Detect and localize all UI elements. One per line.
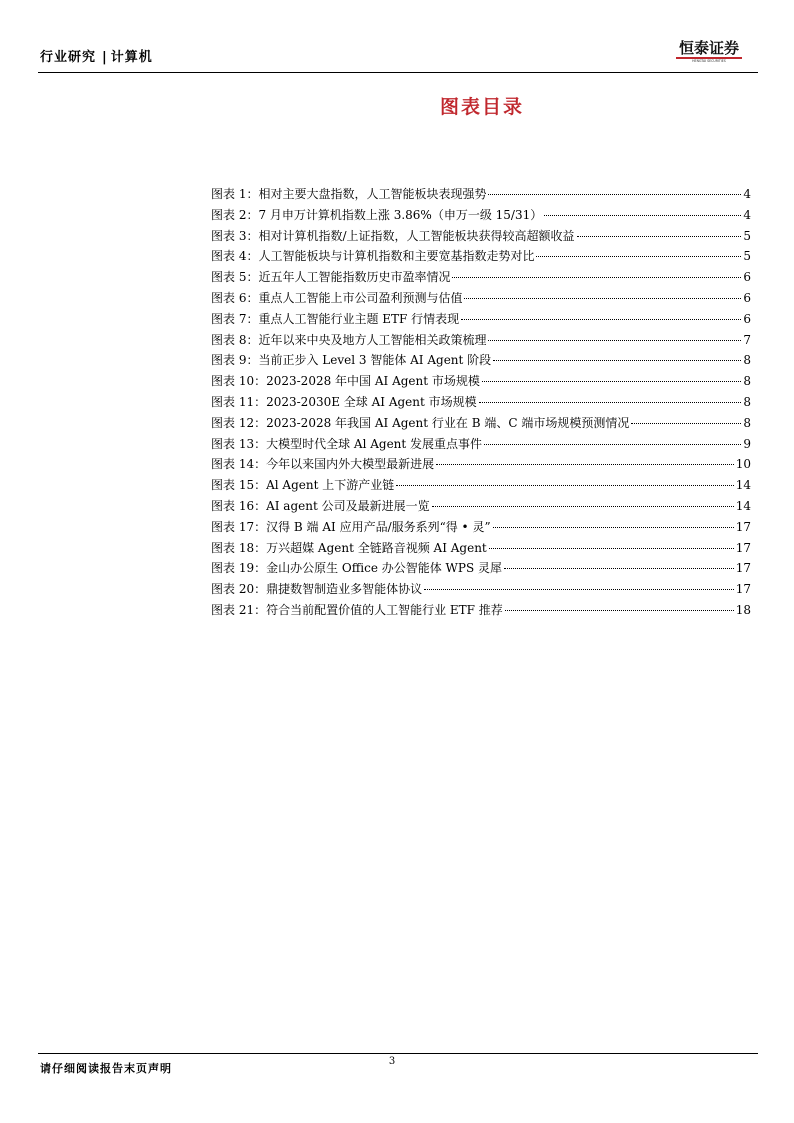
toc-entry-label: 图表 20：鼎捷数智制造业多智能体协议 (211, 582, 423, 597)
toc-entry-page: 5 (743, 228, 751, 243)
toc-entry-page: 6 (743, 290, 751, 305)
toc-entry[interactable] (211, 558, 751, 579)
toc-leader-dots (577, 236, 742, 237)
toc-leader-dots (396, 485, 734, 486)
logo-subtitle: HENGTAI SECURITIES (692, 59, 726, 63)
toc-entry[interactable] (211, 246, 751, 267)
toc-leader-dots (489, 548, 734, 549)
toc-entry-page: 4 (743, 187, 751, 201)
toc-entry[interactable] (211, 288, 751, 309)
toc-entry-label: 图表 6：重点人工智能上市公司盈利预测与估值 (211, 290, 463, 305)
toc-leader-dots (436, 464, 734, 465)
toc-entry-label: 图表 5：近五年人工智能指数历史市盈率情况 (211, 270, 451, 285)
toc-leader-dots (631, 423, 741, 424)
report-header (40, 46, 153, 65)
toc-leader-dots (484, 444, 741, 445)
toc-leader-dots (479, 402, 742, 403)
toc-entry-page: 8 (743, 394, 751, 409)
toc-leader-dots (482, 381, 741, 382)
toc-entry-label: 图表 15：Al Agent 上下游产业链 (211, 478, 395, 493)
toc-entry-page: 9 (743, 436, 751, 451)
toc-entry-page: 17 (735, 540, 751, 555)
toc-entry-label: 图表 11：2023-2030E 全球 AI Agent 市场规模 (211, 394, 477, 409)
toc-entry-page: 8 (743, 415, 751, 430)
toc-leader-dots (536, 256, 741, 257)
footer-divider (38, 1053, 758, 1054)
toc-entry[interactable] (211, 517, 751, 538)
toc-entry-page: 5 (743, 249, 751, 264)
toc-entry[interactable] (211, 413, 751, 434)
toc-list (211, 184, 751, 621)
toc-leader-dots (424, 589, 734, 590)
toc-leader-dots (544, 215, 741, 216)
toc-leader-dots (464, 298, 741, 299)
toc-entry-page: 4 (743, 207, 751, 222)
toc-entry[interactable] (211, 538, 751, 559)
toc-entry-page: 17 (735, 519, 751, 534)
page-number: 3 (388, 1056, 396, 1067)
footer-disclaimer: 请仔细阅读报告末页声明 (40, 1062, 172, 1075)
toc-entry-label: 图表 16：AI agent 公司及最新进展一览 (211, 498, 430, 513)
toc-entry-label: 图表 1：相对主要大盘指数，人工智能板块表现强势 (211, 187, 487, 201)
toc-entry-page: 8 (743, 374, 751, 389)
toc-entry[interactable] (211, 226, 751, 247)
header-divider (38, 72, 758, 73)
toc-entry-label: 图表 17：汉得 B 端 AI 应用产品/服务系列“得 • 灵” (211, 519, 491, 534)
toc-leader-dots (505, 610, 734, 611)
toc-leader-dots (452, 277, 741, 278)
toc-entry-page: 6 (743, 270, 751, 285)
header-section: 行业研究 (40, 50, 97, 65)
toc-leader-dots (432, 506, 734, 507)
logo-name: 恒泰证券 (678, 39, 739, 57)
toc-entry-label: 图表 4：人工智能板块与计算机指数和主要宽基指数走势对比 (211, 249, 535, 264)
toc-entry-page: 14 (735, 478, 751, 493)
toc-entry-label: 图表 13：大模型时代全球 Al Agent 发展重点事件 (211, 436, 483, 451)
toc-entry-page: 8 (743, 353, 751, 368)
toc-entry[interactable] (211, 454, 751, 475)
toc-entry[interactable] (211, 475, 751, 496)
toc-entry-label: 图表 21：符合当前配置价值的人工智能行业 ETF 推荐 (211, 602, 503, 617)
toc-entry-label: 图表 14：今年以来国内外大模型最新进展 (211, 457, 435, 472)
toc-entry-label: 图表 2：7 月申万计算机指数上涨 3.86%（申万一级 15/31） (211, 207, 543, 222)
toc-entry-label: 图表 9：当前正步入 Level 3 智能体 AI Agent 阶段 (211, 353, 492, 368)
company-logo (674, 40, 744, 66)
toc-entry[interactable] (211, 267, 751, 288)
toc-entry[interactable] (211, 184, 751, 205)
toc-entry-label: 图表 12：2023-2028 年我国 AI Agent 行业在 B 端、C 端市场规模预测情况 (211, 415, 630, 430)
header-industry: 计算机 (110, 50, 153, 65)
toc-entry[interactable] (211, 579, 751, 600)
toc-entry[interactable] (211, 392, 751, 413)
toc-entry[interactable] (211, 330, 751, 351)
toc-title: 图表目录 (439, 96, 524, 118)
toc-leader-dots (488, 340, 741, 341)
toc-entry-page: 10 (735, 457, 751, 472)
toc-leader-dots (504, 568, 734, 569)
toc-entry-label: 图表 7：重点人工智能行业主题 ETF 行情表现 (211, 311, 460, 326)
toc-leader-dots (488, 194, 741, 195)
toc-entry[interactable] (211, 309, 751, 330)
toc-entry[interactable] (211, 371, 751, 392)
toc-leader-dots (461, 319, 741, 320)
toc-leader-dots (493, 527, 734, 528)
toc-entry-page: 14 (735, 498, 751, 513)
toc-entry-label: 图表 19：金山办公原生 Office 办公智能体 WPS 灵犀 (211, 561, 502, 576)
toc-entry-page: 6 (743, 311, 751, 326)
toc-entry[interactable] (211, 350, 751, 371)
toc-entry-page: 7 (743, 332, 751, 347)
toc-entry-label: 图表 18：万兴超媒 Agent 全链路音视频 AI Agent (211, 540, 487, 555)
toc-entry[interactable] (211, 434, 751, 455)
toc-entry-label: 图表 3：相对计算机指数/上证指数，人工智能板块获得较高超额收益 (211, 228, 575, 243)
toc-entry[interactable] (211, 600, 751, 621)
toc-entry-page: 18 (735, 602, 751, 617)
toc-entry-page: 17 (735, 561, 751, 576)
toc-entry-label: 图表 10：2023-2028 年中国 AI Agent 市场规模 (211, 374, 480, 389)
toc-entry-page: 17 (735, 582, 751, 597)
toc-leader-dots (493, 360, 741, 361)
toc-entry-label: 图表 8：近年以来中央及地方人工智能相关政策梳理 (211, 332, 487, 347)
header-separator: | (102, 50, 108, 65)
toc-entry[interactable] (211, 496, 751, 517)
toc-entry[interactable] (211, 205, 751, 226)
